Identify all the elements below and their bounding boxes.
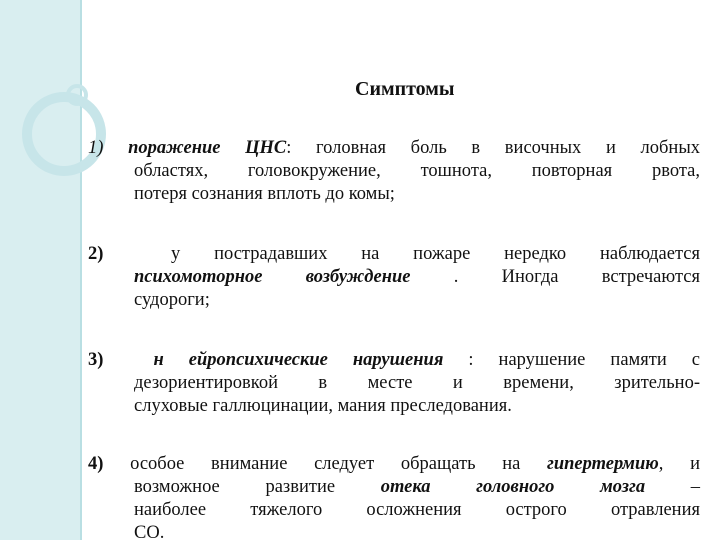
item-3-line-3: слуховые галлюцинации, мания преследования. bbox=[134, 396, 512, 416]
item-3-term: н ейропсихические нарушения bbox=[153, 350, 444, 370]
item-4-line-2: возможное развитие отека головного мозга – bbox=[134, 477, 701, 497]
item-2-line-1: 2) у пострадавших на пожаре нередко наблюдается bbox=[88, 244, 701, 264]
item-1-line-1: 1) поражение ЦНС: головная боль в височных и лобных bbox=[88, 138, 700, 158]
item-4-term-edema: отека головного мозга bbox=[380, 477, 646, 497]
item-4-term-hyperthermia: гипертермию bbox=[547, 454, 659, 474]
sidebar-decoration bbox=[0, 0, 80, 540]
item-3-line-1: 3) н ейропсихические нарушения : нарушение памяти с bbox=[88, 350, 700, 370]
item-4-line-1: 4) особое внимание следует обращать на гипертермию, и bbox=[88, 454, 700, 474]
item-3-line-2: дезориентировкой в месте и времени, зрительно- bbox=[134, 373, 700, 393]
sidebar-divider bbox=[80, 0, 82, 540]
item-4-line-4: СО. bbox=[134, 523, 165, 543]
item-1-line-2: областях, головокружение, тошнота, повторная рвота, bbox=[134, 161, 700, 181]
symptom-item-2 bbox=[88, 243, 700, 312]
item-1-term: поражение ЦНС bbox=[128, 138, 287, 158]
item-1-line-3: потеря сознания вплоть до комы; bbox=[134, 184, 395, 204]
symptom-item-4 bbox=[88, 453, 700, 545]
slide-title: Симптомы bbox=[355, 78, 455, 100]
symptom-item-3 bbox=[88, 349, 700, 418]
decorative-circle-small bbox=[66, 84, 88, 106]
symptom-item-1 bbox=[88, 137, 700, 206]
item-2-line-2: психомоторное возбуждение . Иногда встречаются bbox=[134, 267, 700, 287]
item-2-line-3: судороги; bbox=[134, 290, 210, 310]
item-4-line-3: наиболее тяжелого осложнения острого отравления bbox=[134, 500, 700, 520]
item-2-term: психомоторное возбуждение bbox=[134, 267, 411, 287]
